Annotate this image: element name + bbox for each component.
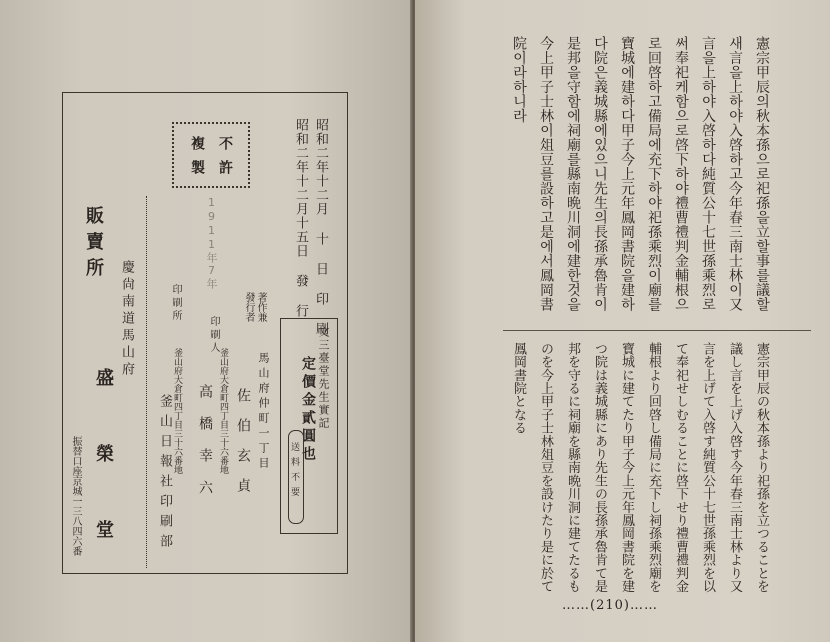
japanese-column: つ院は義城縣にあり先生の長孫承魯肯て是 [592, 342, 607, 593]
korean-column: 今上甲子士林이俎豆를設하고是에서鳳岡書 [538, 36, 554, 312]
reproduction-stamp [172, 122, 250, 188]
korean-column: 다院은義城縣에있으니先生의長孫承魯肯이 [592, 36, 608, 312]
pencil-note: 1911年7年 [205, 196, 218, 290]
author-name: 佐伯玄貞 [235, 388, 251, 508]
postage-note: 送料不要 [289, 442, 299, 502]
japanese-column: 議し言を上げ入啓す今年春三南士林より又 [727, 342, 742, 593]
stamp-line-1: 不許 [217, 136, 233, 184]
japanese-column: 鳳岡書院となる [511, 342, 526, 435]
korean-column: 寶城에建하다甲子今上元年鳳岡書院을建하 [619, 36, 635, 312]
japanese-column: 邦を守るに祠廟を縣南晩川洞に建てたるも [565, 342, 580, 593]
dotted-divider [146, 196, 147, 568]
korean-column: 言을上하야入啓하다純質公十七世孫乘烈로 [700, 36, 716, 312]
korean-column: 로回啓하고備局에充下하야祀孫乘烈이廟를 [646, 36, 662, 312]
printer-name: 高橋幸六 [197, 384, 213, 512]
print-shop-name: 釜山日報社印刷部 [157, 394, 172, 554]
japanese-column: て奉祀せしむることに啓下せり禮曹禮判金 [673, 342, 688, 593]
book-title: 文三臺堂先生實記 [317, 326, 330, 430]
sales-name-3: 堂 [93, 520, 114, 538]
japanese-column: 輔根より回啓し備局に充下し祠孫乘烈廟を [646, 342, 661, 593]
korean-column: 憲宗甲辰의秋本孫으로祀孫을立할事를議할 [754, 36, 770, 312]
text-page [415, 0, 830, 642]
korean-column: 院이라하니라 [511, 36, 527, 123]
sales-name-2: 榮 [93, 444, 114, 462]
section-divider [503, 330, 811, 331]
japanese-column: 憲宗甲辰の秋本孫より祀孫を立つることを [754, 342, 769, 593]
role-publisher: 發行者 [243, 292, 254, 322]
publish-date: 昭和二年十二月十五日 發 行 [293, 118, 308, 318]
japanese-column: 言を上げて入啓す純質公十七世孫乘烈を以 [700, 342, 715, 593]
korean-column: 是邦을守함에祠廟를縣南晩川洞에建한것을 [565, 36, 581, 312]
account-line: 振替口座京城一三八四六番 [70, 436, 81, 556]
colophon-page [0, 0, 412, 642]
price: 定價金貳圓也 [300, 356, 316, 464]
korean-column: 써奉祀케함으로啓下하야禮曹禮判金輔根으 [673, 36, 689, 312]
printer-address-a: 釜山府大倉町四丁目三十六番地 [218, 348, 228, 474]
japanese-column: 寶城に建てたり甲子今上元年鳳岡書院を建 [619, 342, 634, 593]
print-date: 昭和二年十二月 十 日 印 刷 [313, 118, 328, 336]
sales-name-1: 盛 [93, 368, 114, 386]
role-author: 著作兼 [255, 292, 266, 322]
role-printer: 印刷人 [208, 316, 219, 355]
printer-address-b: 釜山府大倉町四丁目三十六番地 [172, 348, 182, 474]
page-number: ……(210)…… [562, 598, 658, 613]
stamp-line-2: 複製 [189, 136, 205, 184]
role-print-shop: 印刷所 [170, 284, 181, 323]
sales-address: 慶尙南道馬山府 [119, 260, 134, 379]
sales-label: 販賣所 [83, 206, 104, 284]
japanese-column: のを今上甲子士林俎豆を設けたり是に於て [538, 342, 553, 593]
author-address: 馬山府仲町一丁目 [257, 352, 270, 472]
korean-column: 새言을上하야入啓하고今年春三南士林이又 [727, 36, 743, 312]
